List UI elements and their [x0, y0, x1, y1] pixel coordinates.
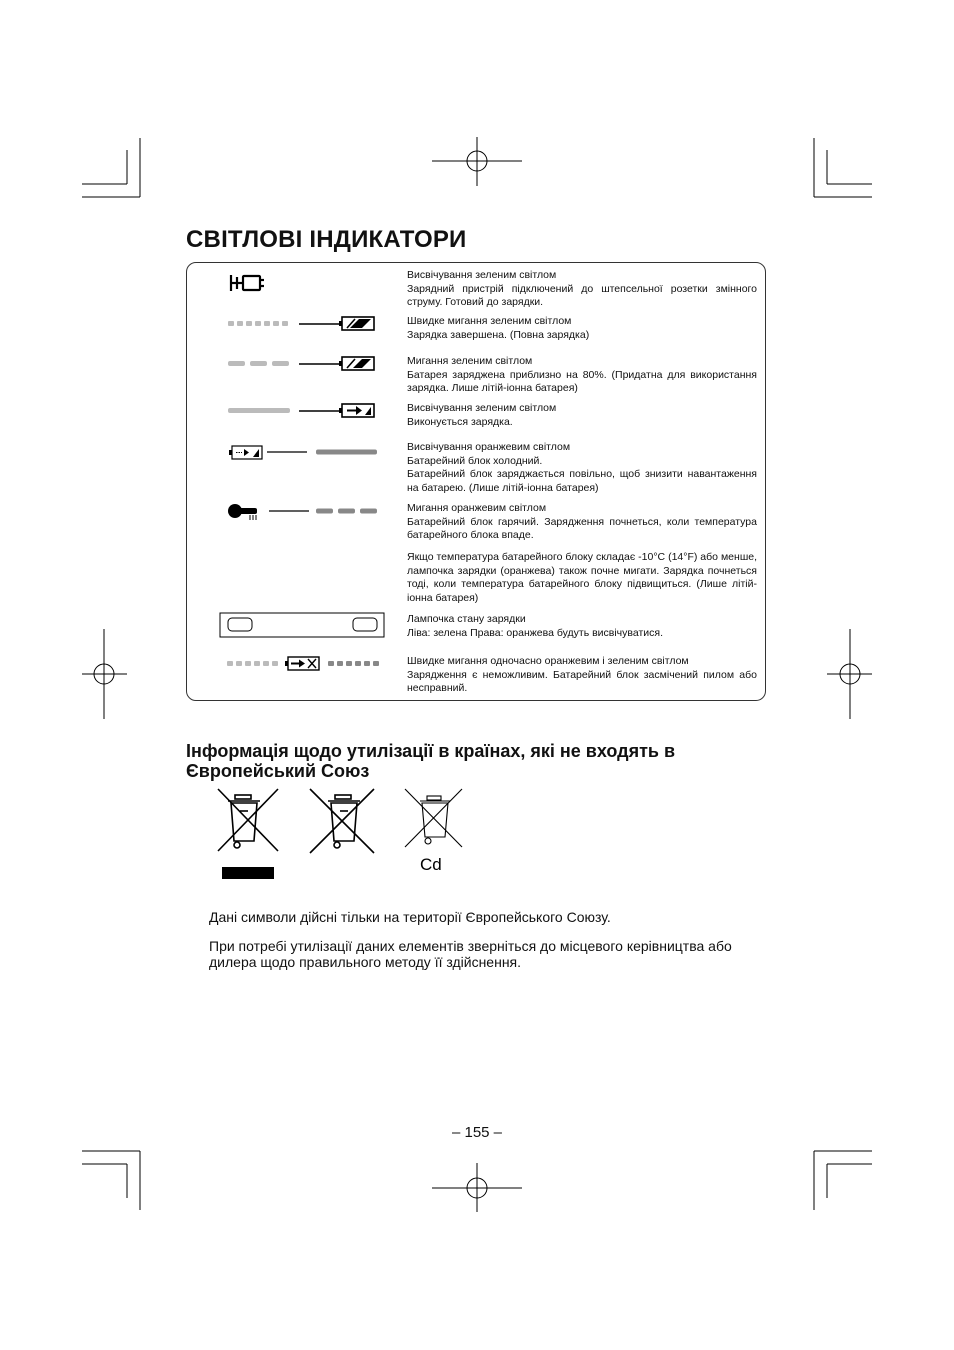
indicator-line: Зарядження є неможливим. Батарейний блок засмічений пилом або несправний. [407, 668, 757, 694]
indicator-line: Мигання оранжевим світлом [407, 502, 547, 514]
indicator-line: Батарейний блок заряджається повільно, щоб знизити навантаження на батарею. (Лише літій-іонна батарея) [407, 468, 757, 494]
crossed-bin-icon [310, 789, 374, 853]
plug-icon [187, 267, 397, 307]
indicator-description [407, 502, 757, 543]
thermometer-icon [187, 500, 397, 540]
disposal-paragraph-2: При потребі утилізації даних елементів зверніться до місцевого керівництва або дилера щодо правильного методу її здійснення. [209, 938, 732, 970]
disposal-heading: Інформація щодо утилізації в країнах, які не входять в Європейський Союз [186, 741, 676, 781]
page-title: СВІТЛОВІ ІНДИКАТОРИ [186, 226, 467, 253]
indicator-line: Виконується зарядка. [407, 415, 513, 428]
crossed-bin-icon [405, 789, 462, 847]
disposal-paragraph-1: Дані символи дійсні тільки на території Європейського Союзу. [209, 909, 611, 925]
indicator-description [407, 355, 757, 396]
crossed-bin-icon [218, 789, 278, 851]
battery-full-icon [187, 313, 397, 353]
battery-charging-icon [187, 400, 397, 440]
indicator-line: Батарея заряджена приблизно на 80%. (Придатна для використання зарядка. Лише літій-іонна батарея) [407, 368, 757, 394]
indicator-line: Якщо температура батарейного блоку складає -10°C (14°F) або менше, лампочка зарядки (оранжева) також почне мигати. Зарядка почнеться тоді, коли температура батарейного блоку підвищиться. (Лише літій-іонна батарея) [407, 551, 757, 604]
indicator-line: Висвічування оранжевим світлом [407, 441, 571, 453]
disposal-symbols [210, 785, 470, 885]
indicator-line: Висвічування зеленим світлом [407, 402, 557, 414]
indicator-description [407, 613, 757, 640]
indicator-line: Батарейний блок гарячий. Зарядження почнеться, коли температура батарейного блока впаде. [407, 515, 757, 541]
indicator-line: Зарядний пристрій підключений до штепсельної розетки змінного струму. Готовий до зарядки. [407, 282, 757, 308]
indicator-line: Швидке мигання зеленим світлом [407, 315, 572, 327]
indicator-description [407, 269, 757, 310]
indicator-line: Мигання зеленим світлом [407, 355, 533, 367]
battery-error-icon [187, 653, 397, 693]
indicator-line: Зарядка завершена. (Повна зарядка) [407, 328, 590, 341]
indicator-line: Батарейний блок холодний. [407, 454, 543, 467]
battery-80-icon [187, 353, 397, 393]
indicator-panel [186, 262, 766, 701]
indicator-line: Лампочка стану зарядки [407, 613, 526, 625]
page-number: – 155 – [451, 1124, 503, 1141]
indicator-description [407, 441, 757, 495]
indicator-line: Ліва: зелена Права: оранжева будуть висвічуватися. [407, 626, 664, 639]
status-lamps-icon [187, 611, 397, 651]
indicator-description [407, 315, 757, 342]
indicator-line: Швидке мигання одночасно оранжевим і зеленим світлом [407, 655, 689, 667]
battery-cold-icon [187, 439, 397, 479]
black-bar [222, 867, 274, 879]
indicator-description [407, 402, 757, 429]
indicator-description [407, 655, 757, 696]
indicator-note [407, 551, 757, 605]
indicator-line: Висвічування зеленим світлом [407, 269, 557, 281]
cd-label: Cd [420, 855, 442, 874]
